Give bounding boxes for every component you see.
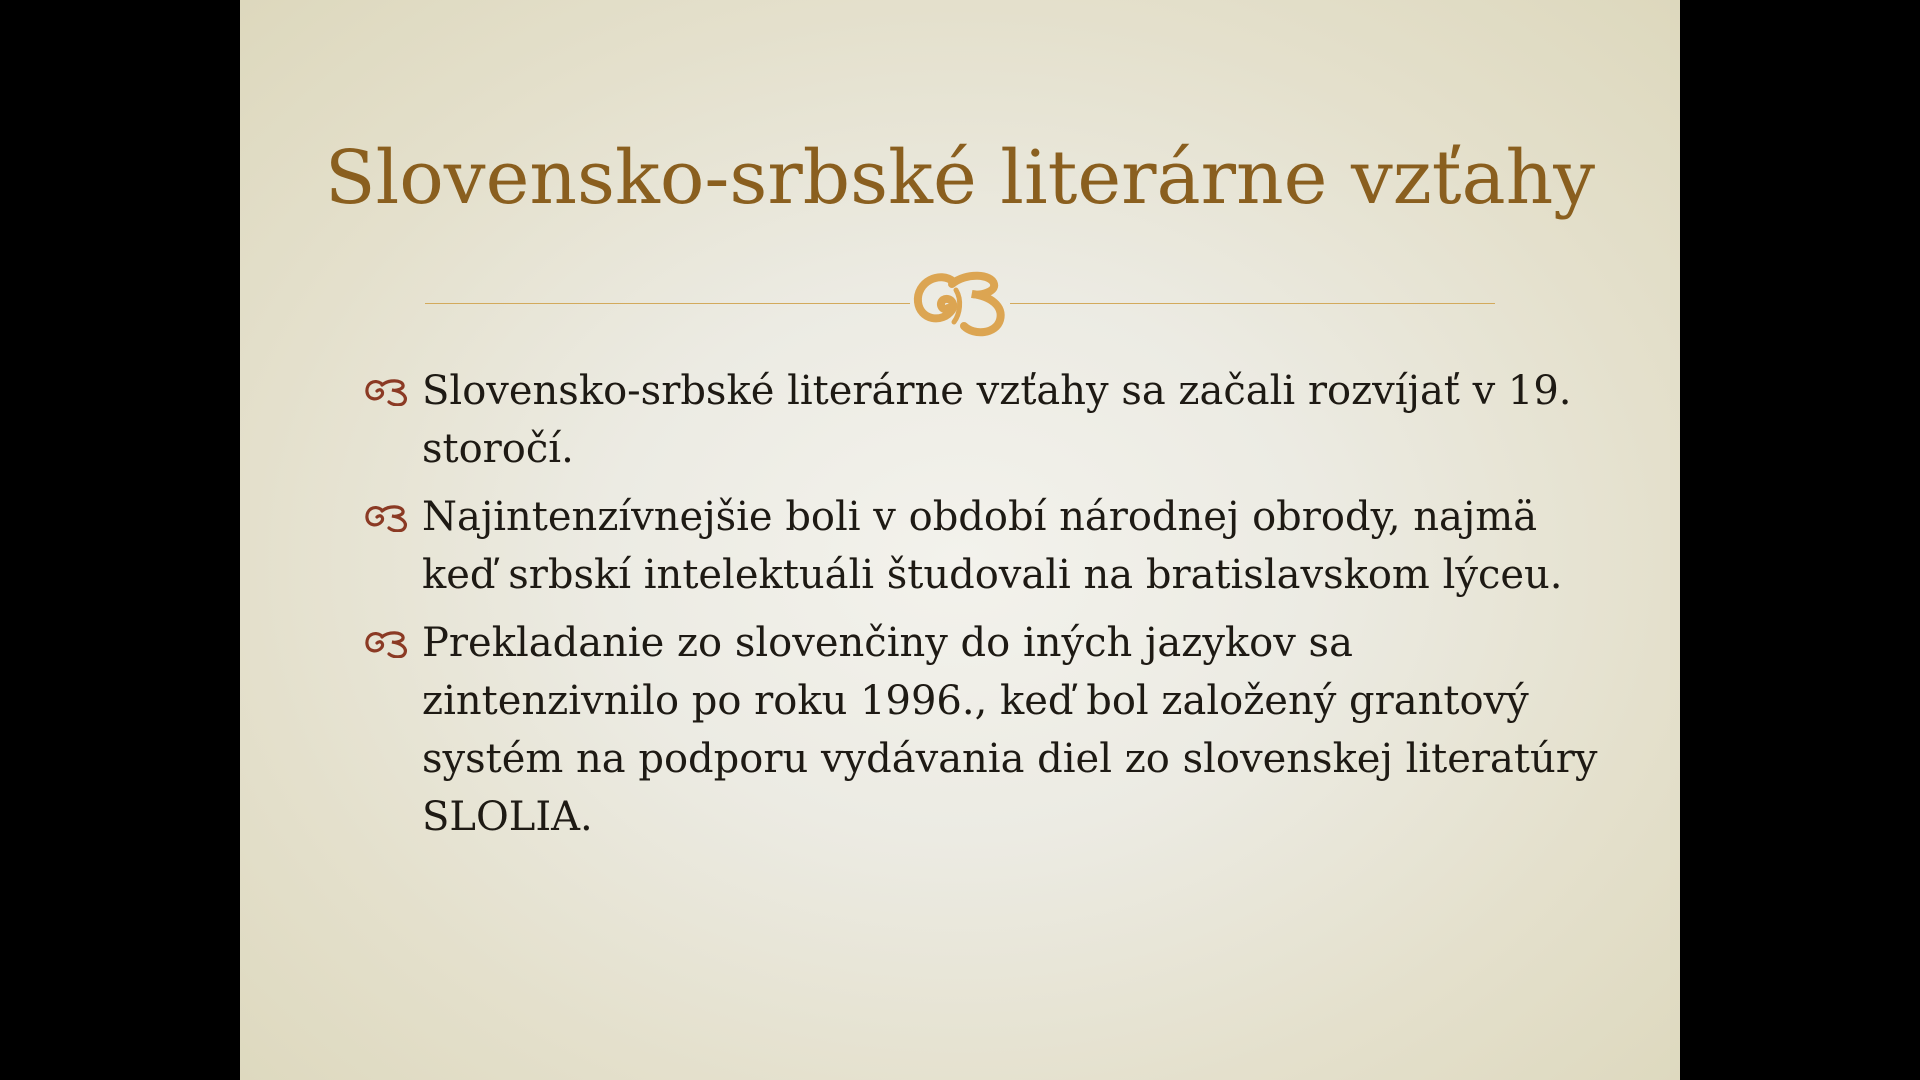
bullet-text: Slovensko-srbské literárne vzťahy sa začali rozvíjať v 19. storočí. <box>422 368 1572 472</box>
slide <box>240 0 1680 1080</box>
scroll-flourish-icon <box>910 260 1010 340</box>
slide-title: Slovensko-srbské literárne vzťahy <box>324 135 1596 221</box>
bullet-text: Najintenzívnejšie boli v období národnej obrody, najmä keď srbskí intelektuáli študovali na bratislavskom lýceu. <box>422 494 1563 598</box>
bullet-item <box>360 488 1600 604</box>
bullet-list <box>360 362 1600 856</box>
divider-line-left <box>425 303 910 304</box>
title-divider <box>425 260 1495 340</box>
divider-line-right <box>1010 303 1495 304</box>
flourish-bullet-icon <box>364 502 408 532</box>
flourish-bullet-icon <box>364 628 408 658</box>
flourish-bullet-icon <box>364 376 408 406</box>
bullet-text: Prekladanie zo slovenčiny do iných jazykov sa zintenzivnilo po roku 1996., keď bol založený grantový systém na podporu vydávania diel zo slovenskej literatúry SLOLIA. <box>422 620 1598 840</box>
bullet-item <box>360 362 1600 478</box>
bullet-item <box>360 614 1600 846</box>
